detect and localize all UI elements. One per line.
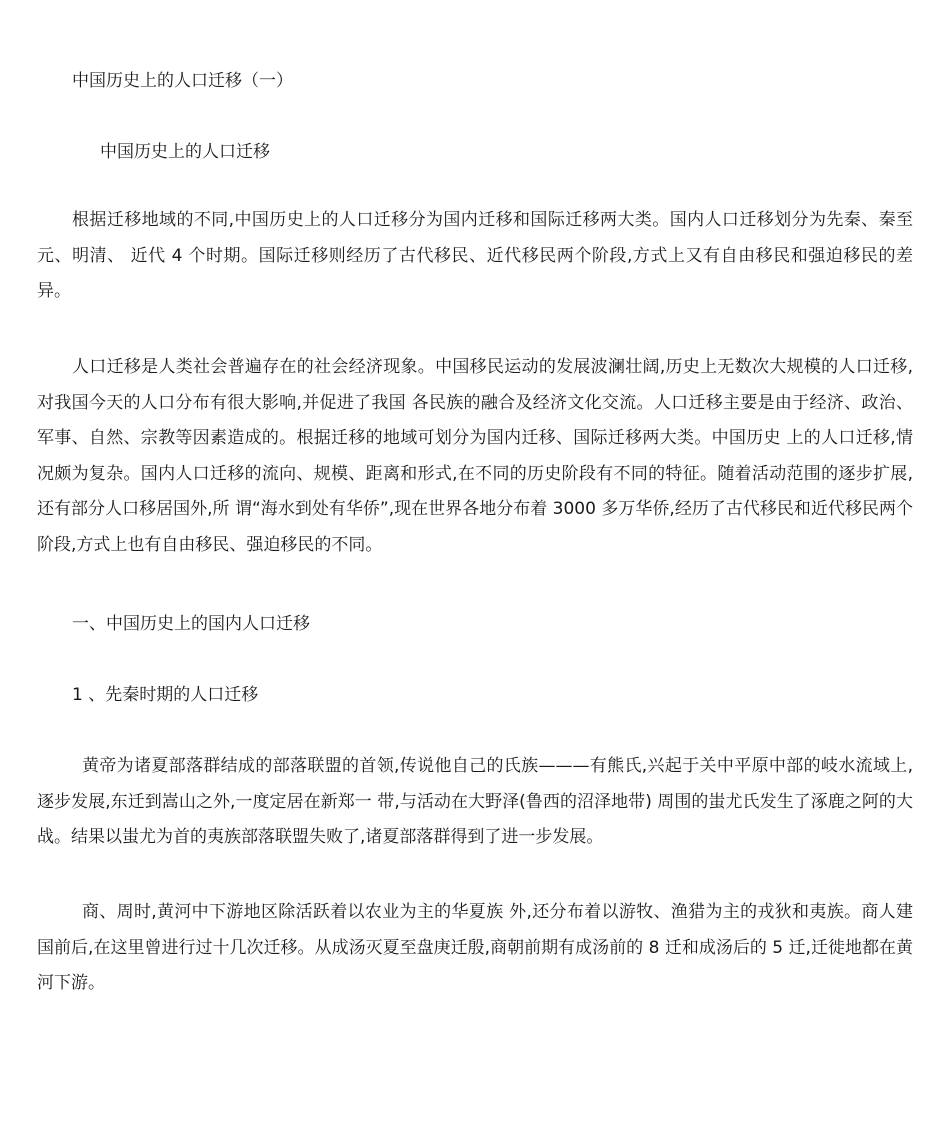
body-paragraph-2: 商、周时,黄河中下游地区除活跃着以农业为主的华夏族 外,还分布着以游牧、渔猎为主的戎狄和夷族。商人建国前后,在这里曾进行过十几次迁移。从成汤灭夏至盘庚迁殷,商朝前期有成汤前的 8 迁和成汤后的 5 迁,迁徙地都在黄河下游。 bbox=[37, 902, 913, 993]
document-title: 中国历史上的人口迁移（一） bbox=[72, 71, 293, 91]
intro-paragraph-2: 人口迁移是人类社会普遍存在的社会经济现象。中国移民运动的发展波澜壮阔,历史上无数次大规模的人口迁移,对我国今天的人口分布有很大影响,并促进了我国 各民族的融合及经济文化交流。人口迁移主要是由于经济、政治、军事、自然、宗教等因素造成的。根据迁移的地域可划分为国内迁移、国际迁移两大类。中国历史 上的人口迁移,情况颇为复杂。国内人口迁移的流向、规模、距离和形式,在不同的历史阶段有不同的特征。随着活动范围的逐步扩展,还有部分人口移居国外,所 谓“海水到处有华侨”,现在世界各地分布着 3000 多万华侨,经历了古代移民和近代移民两个阶段,方式上也有自由移民、强迫移民的不同。 bbox=[37, 357, 913, 555]
intro-paragraph-1: 根据迁移地域的不同,中国历史上的人口迁移分为国内迁移和国际迁移两大类。国内人口迁移划分为先秦、秦至元、明清、 近代 4 个时期。国际迁移则经历了古代移民、近代移民两个阶段,方式上又有自由移民和强迫移民的差异。 bbox=[37, 210, 913, 301]
subsection-heading: 1 、先秦时期的人口迁移 bbox=[72, 685, 259, 705]
body-paragraph-1: 黄帝为诸夏部落群结成的部落联盟的首领,传说他自己的氏族———有熊氏,兴起于关中平原中部的岐水流域上,逐步发展,东迁到嵩山之外,一度定居在新郑一 带,与活动在大野泽(鲁西的沼泽地带) 周围的蚩尤氏发生了涿鹿之阿的大战。结果以蚩尤为首的夷族部落联盟失败了,诸夏部落群得到了进一步发展。 bbox=[37, 756, 913, 847]
document-subtitle: 中国历史上的人口迁移 bbox=[100, 142, 270, 162]
section-heading: 一、中国历史上的国内人口迁移 bbox=[72, 614, 310, 634]
